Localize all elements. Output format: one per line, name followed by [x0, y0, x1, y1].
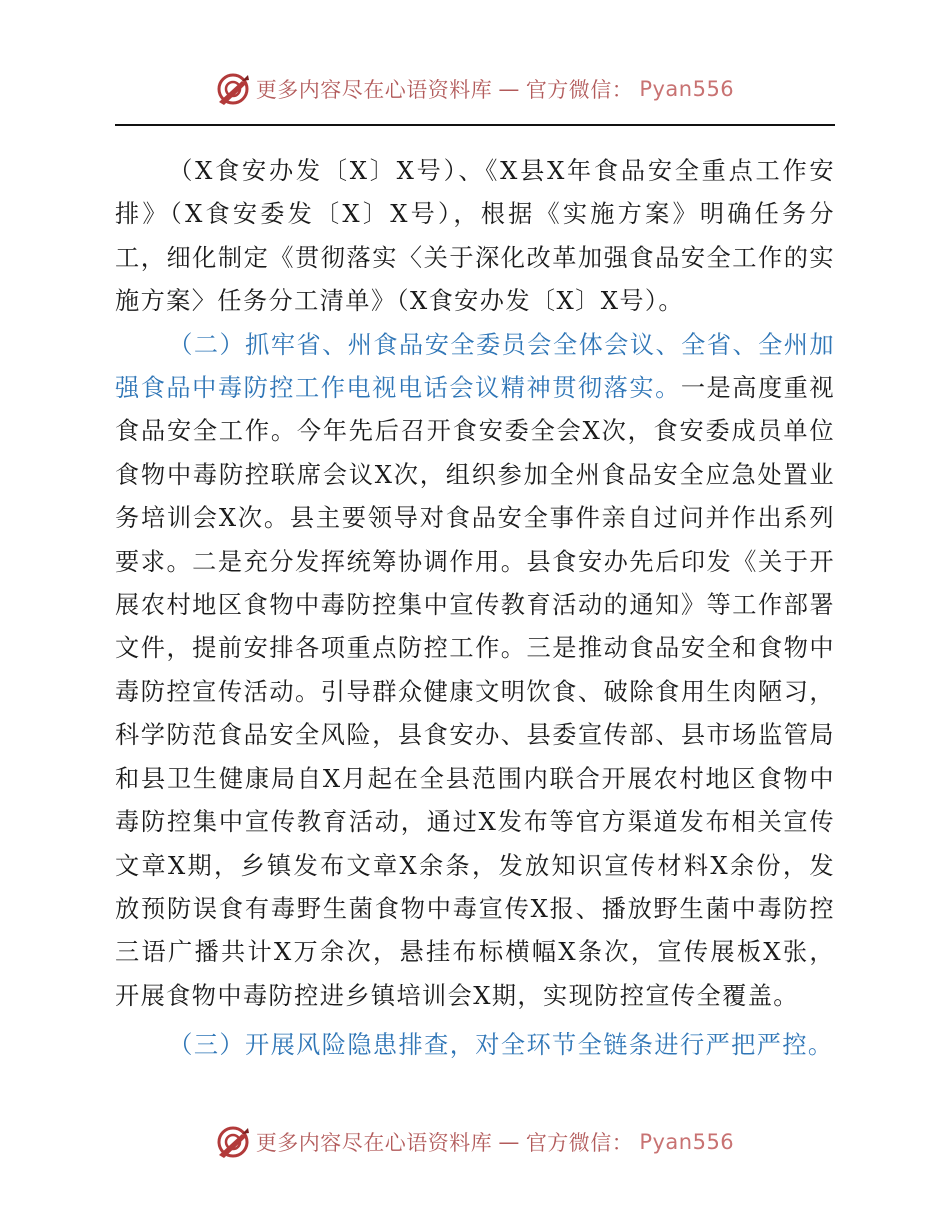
- paragraph-continuation: （X食安办发〔X〕X号）、《X县X年食品安全重点工作安排》（X食安委发〔X〕X号），根据《实施方案》明确任务分工，细化制定《贯彻落实〈关于深化改革加强食品安全工作的实施方案〉任务分工清单》（X食安办发〔X〕X号）。: [115, 157, 835, 316]
- section-two-paragraph: [115, 324, 835, 1019]
- header-watermark: [0, 72, 950, 106]
- footer-watermark: [0, 1125, 950, 1159]
- watermark-separator: —: [498, 1130, 520, 1154]
- header-divider: [115, 124, 835, 126]
- watermark-separator: —: [498, 77, 520, 101]
- logo-icon: [216, 1125, 250, 1159]
- watermark-account: Pyan556: [639, 77, 735, 101]
- section-two-body: 一是高度重视食品安全工作。今年先后召开食安委全会X次，食安委成员单位食物中毒防控联席会议X次，组织参加全州食品安全应急处置业务培训会X次。县主要领导对食品安全事件亲自过问并作出系列要求。二是充分发挥统筹协调作用。县食安办先后印发《关于开展农村地区食物中毒防控集中宣传教育活动的通知》等工作部署文件，提前安排各项重点防控工作。三是推动食品安全和食物中毒防控宣传活动。引导群众健康文明饮食、破除食用生肉陋习，科学防范食品安全风险，县食安办、县委宣传部、县市场监管局和县卫生健康局自X月起在全县范围内联合开展农村地区食物中毒防控集中宣传教育活动，通过X发布等官方渠道发布相关宣传文章X期，乡镇发布文章X余条，发放知识宣传材料X余份，发放预防误食有毒野生菌食物中毒宣传X报、播放野生菌中毒防控三语广播共计X万余次，悬挂布标横幅X条次，宣传展板X张，开展食物中毒防控进乡镇培训会X期，实现防控宣传全覆盖。: [115, 374, 835, 1010]
- watermark-title: 更多内容尽在心语资料库: [255, 1131, 493, 1155]
- document-body: [115, 150, 835, 1068]
- section-two-heading: （二）抓牢省、州食品安全委员会全体会议、全省、全州加强食品中毒防控工作电视电话会议精神贯彻落实。: [115, 330, 835, 403]
- watermark-title: 更多内容尽在心语资料库: [255, 78, 493, 102]
- watermark-wechat-label: 官方微信：: [525, 78, 634, 102]
- watermark-account: Pyan556: [639, 1130, 735, 1154]
- section-three-heading: （三）开展风险隐患排查，对全环节全链条进行严把严控。: [168, 1031, 834, 1060]
- section-three-paragraph: [115, 1024, 835, 1067]
- watermark-wechat-label: 官方微信：: [525, 1131, 634, 1155]
- logo-icon: [216, 72, 250, 106]
